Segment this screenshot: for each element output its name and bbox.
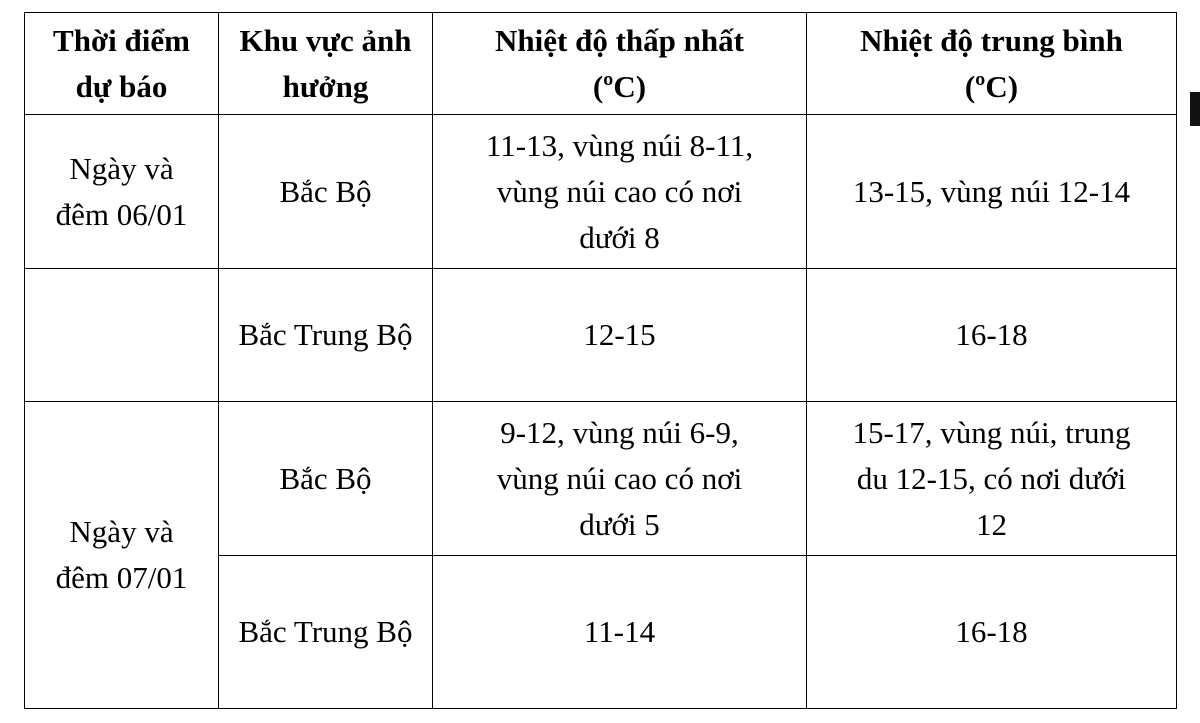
cell-avg-temp: 13-15, vùng núi 12-14 bbox=[807, 115, 1177, 269]
cell-region: Bắc Trung Bộ bbox=[219, 269, 433, 402]
cell-time: Ngày và đêm 06/01 bbox=[25, 115, 219, 269]
table-header-row bbox=[25, 13, 1177, 115]
cell-min-temp: 11-14 bbox=[433, 556, 807, 709]
table-row bbox=[25, 402, 1177, 556]
cell-avg-temp: 16-18 bbox=[807, 269, 1177, 402]
table-row bbox=[25, 115, 1177, 269]
cell-avg-temp: 16-18 bbox=[807, 556, 1177, 709]
cell-avg-temp: 15-17, vùng núi, trung du 12-15, có nơi dưới 12 bbox=[807, 402, 1177, 556]
cell-min-temp: 11-13, vùng núi 8-11, vùng núi cao có nơi dưới 8 bbox=[433, 115, 807, 269]
table-row bbox=[25, 269, 1177, 402]
forecast-table bbox=[24, 12, 1177, 709]
header-avg-temp: Nhiệt độ trung bình (ºC) bbox=[807, 13, 1177, 115]
edge-glyph-fragment bbox=[1190, 92, 1200, 126]
cell-time bbox=[25, 269, 219, 402]
cell-time: Ngày và đêm 07/01 bbox=[25, 402, 219, 709]
cell-region: Bắc Bộ bbox=[219, 115, 433, 269]
header-time: Thời điểm dự báo bbox=[25, 13, 219, 115]
header-min-temp: Nhiệt độ thấp nhất (ºC) bbox=[433, 13, 807, 115]
cell-min-temp: 9-12, vùng núi 6-9, vùng núi cao có nơi dưới 5 bbox=[433, 402, 807, 556]
cell-min-temp: 12-15 bbox=[433, 269, 807, 402]
cell-region: Bắc Bộ bbox=[219, 402, 433, 556]
cell-region: Bắc Trung Bộ bbox=[219, 556, 433, 709]
header-region: Khu vực ảnh hưởng bbox=[219, 13, 433, 115]
